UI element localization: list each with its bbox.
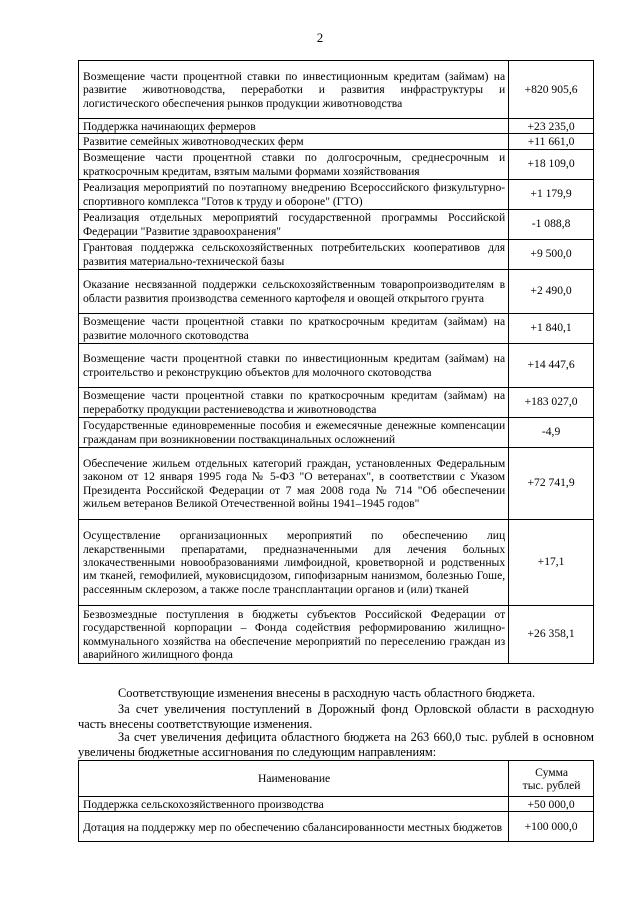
row-amount: +1 840,1 [509, 313, 594, 343]
row-description: Реализация мероприятий по поэтапному внедрению Всероссийского физкультурно-спортивного комплекса "Готов к труду и обороне" (ГТО) [79, 179, 509, 209]
page-number: 2 [316, 30, 324, 45]
row-amount: +11 661,0 [509, 134, 594, 149]
row-amount: +50 000,0 [509, 797, 594, 812]
table-row [79, 797, 594, 812]
row-amount: -1 088,8 [509, 209, 594, 239]
row-description: Возмещение части процентной ставки по краткосрочным кредитам (займам) на переработку продукции растениеводства и животноводства [79, 387, 509, 417]
table-row [79, 149, 594, 179]
table-row [79, 343, 594, 387]
table-header-row [79, 761, 594, 797]
row-description: Возмещение части процентной ставки по долгосрочным, среднесрочным и краткосрочным кредитам, взятым малыми формами хозяйствования [79, 149, 509, 179]
table-row [79, 812, 594, 842]
row-description: Реализация отдельных мероприятий государственной программы Российской Федерации "Развитие здравоохранения" [79, 209, 509, 239]
table-row [79, 605, 594, 663]
table-row [79, 269, 594, 313]
row-description: Безвозмездные поступления в бюджеты субъектов Российской Федерации от государственной корпорации – Фонда содействия реформированию жилищно-коммунального хозяйства на обеспечение мероприятий по переселению граждан из аварийного жилищного фонда [79, 605, 509, 663]
table-row [79, 119, 594, 134]
row-description: Дотация на поддержку мер по обеспечению сбалансированности местных бюджетов [79, 812, 509, 842]
paragraph-expenses-note: Соответствующие изменения внесены в расходную часть областного бюджета. [118, 686, 536, 700]
row-amount: +9 500,0 [509, 239, 594, 269]
table-row [79, 134, 594, 149]
row-amount: +23 235,0 [509, 119, 594, 134]
paragraph-road-fund: За счет увеличения поступлений в Дорожный фонд Орловской области в расходную часть внесены соответствующие изменения. [78, 702, 594, 731]
table-row [79, 313, 594, 343]
header-sum-unit: тыс. рублей [522, 779, 581, 792]
row-amount: +820 905,6 [509, 61, 594, 119]
deficit-allocation-table [78, 760, 594, 842]
row-amount: +72 741,9 [509, 447, 594, 519]
row-amount: +183 027,0 [509, 387, 594, 417]
row-description: Возмещение части процентной ставки по инвестиционным кредитам (займам) на строительство и реконструкцию объектов для молочного скотоводства [79, 343, 509, 387]
row-amount: +26 358,1 [509, 605, 594, 663]
row-description: Грантовая поддержка сельскохозяйственных потребительских кооперативов для развития материально-технической базы [79, 239, 509, 269]
row-description: Оказание несвязанной поддержки сельскохозяйственным товаропроизводителям в области развития производства семенного картофеля и овощей открытого грунта [79, 269, 509, 313]
row-amount: +100 000,0 [509, 812, 594, 842]
row-amount: +14 447,6 [509, 343, 594, 387]
table-row [79, 519, 594, 605]
table-row [79, 387, 594, 417]
row-description: Поддержка сельскохозяйственного производства [79, 797, 509, 812]
row-description: Развитие семейных животноводческих ферм [79, 134, 509, 149]
row-description: Осуществление организационных мероприятий по обеспечению лиц лекарственными препаратами, предназначенными для лечения больных злокачественными новообразованиями лимфоидной, кроветворной и родственных им тканей, гемофилией, муковисцидозом, гипофизарным нанизмом, болезнью Гоше, рассеянным склерозом, а также после трансплантации органов и (или) тканей [79, 519, 509, 605]
table-row [79, 239, 594, 269]
row-amount: +18 109,0 [509, 149, 594, 179]
allocation-table [78, 60, 594, 664]
table-row [79, 61, 594, 119]
table-row [79, 447, 594, 519]
paragraph-deficit: За счет увеличения дефицита областного бюджета на 263 660,0 тыс. рублей в основном увеличены бюджетные ассигнования по следующим направлениям: [78, 730, 594, 759]
header-sum-label: Сумма [535, 766, 568, 779]
row-description: Возмещение части процентной ставки по инвестиционным кредитам (займам) на развитие животноводства, переработки и развития инфраструктуры и логистического обеспечения рынков продукции животноводства [79, 61, 509, 119]
row-amount: +1 179,9 [509, 179, 594, 209]
table-row [79, 179, 594, 209]
row-description: Поддержка начинающих фермеров [79, 119, 509, 134]
row-amount: +2 490,0 [509, 269, 594, 313]
row-description: Возмещение части процентной ставки по краткосрочным кредитам (займам) на развитие молочного скотоводства [79, 313, 509, 343]
row-description: Государственные единовременные пособия и ежемесячные денежные компенсации гражданам при возникновении поствакцинальных осложнений [79, 417, 509, 447]
row-description: Обеспечение жильем отдельных категорий граждан, установленных Федеральным законом от 12 января 1995 года № 5-ФЗ "О ветеранах", в соответствии с Указом Президента Российской Федерации от 7 мая 2008 года № 714 "Об обеспечении жильем ветеранов Великой Отечественной войны 1941–1945 годов" [79, 447, 509, 519]
header-name: Наименование [79, 761, 509, 797]
table-row [79, 417, 594, 447]
header-sum [509, 761, 594, 797]
table-row [79, 209, 594, 239]
row-amount: +17,1 [509, 519, 594, 605]
row-amount: -4,9 [509, 417, 594, 447]
